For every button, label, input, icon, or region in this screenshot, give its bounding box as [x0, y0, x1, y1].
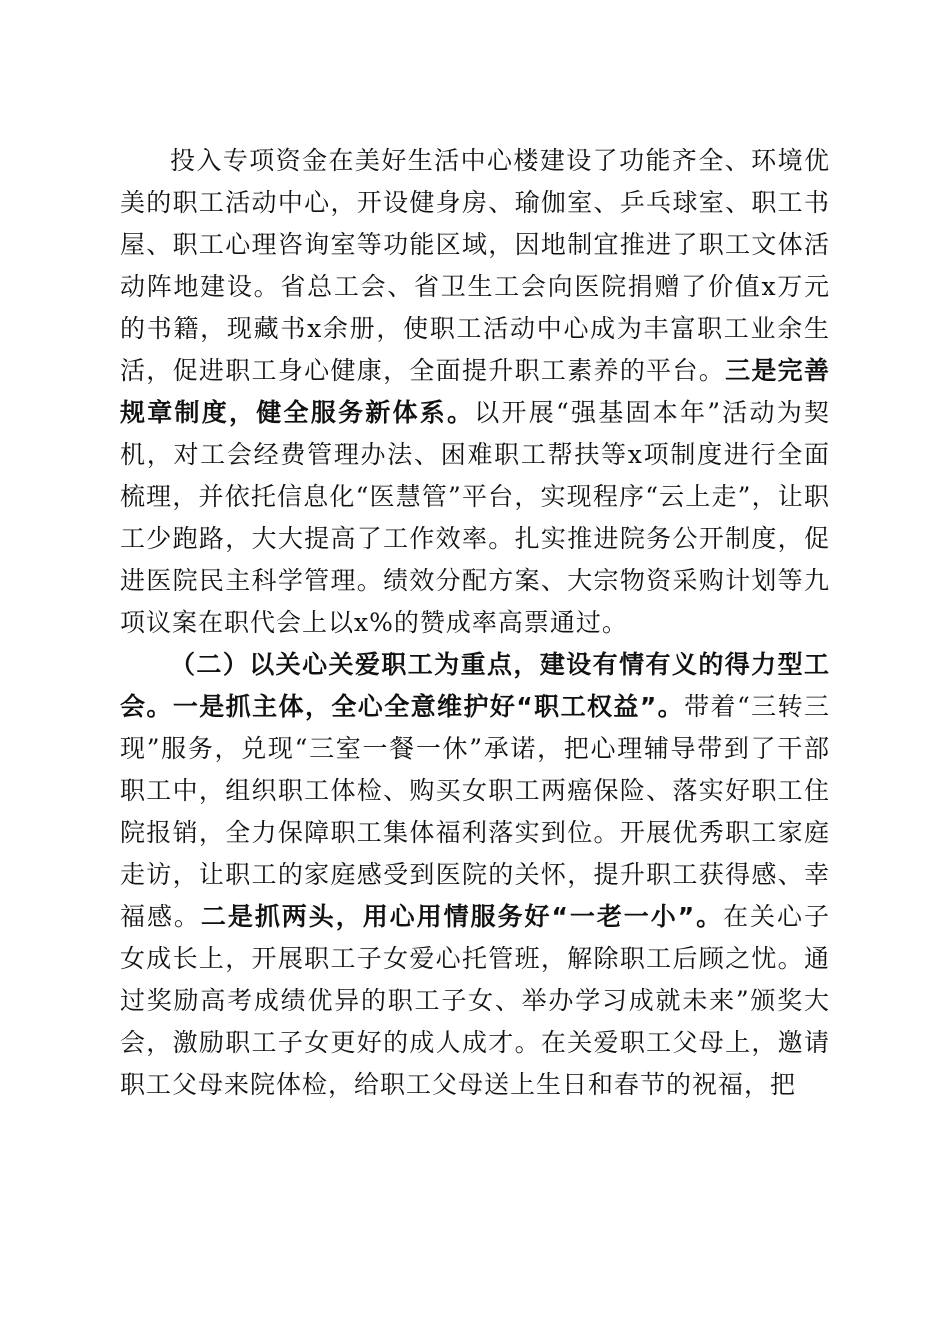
paragraph-2 — [120, 644, 830, 1106]
section-2-heading: （二）以关心关爱职工为重点，建设有情有义的得力型工会。一是抓主体，全心全意维护好“职工权益”。 — [120, 650, 830, 721]
paragraph-2-text-cont: 在关心子女成长上，开展职工子女爱心托管班，解除职工后顾之忧。通过奖励高考成绩优异的职工子女、举办学习成就未来”颁奖大会，激励职工子女更好的成人成才。在关爱职工父母上，邀请职工父母来院体检，给职工父母送上生日和春节的祝福，把 — [120, 902, 830, 1099]
paragraph-1-text-cont: 以开展“强基固本年”活动为契机，对工会经费管理办法、困难职工帮扶等x项制度进行全面梳理，并依托信息化“医慧管”平台，实现程序“云上走”，让职工少跑路，大大提高了工作效率。扎实推进院务公开制度，促进医院民主科学管理。绩效分配方案、大宗物资采购计划等九项议案在职代会上以x%的赞成率高票通过。 — [120, 398, 830, 637]
paragraph-2-text: 带着“三转三现”服务，兑现“三室一餐一休”承诺，把心理辅导带到了干部职工中，组织职工体检、购买女职工两癌保险、落实好职工住院报销，全力保障职工集体福利落实到位。开展优秀职工家庭走访，让职工的家庭感受到医院的关怀，提升职工获得感、幸福感。 — [120, 692, 830, 931]
paragraph-1 — [120, 140, 830, 644]
paragraph-1-heading-3: 三是完善规章制度，健全服务新体系。 — [120, 356, 830, 427]
paragraph-1-text: 投入专项资金在美好生活中心楼建设了功能齐全、环境优美的职工活动中心，开设健身房、瑜伽室、乒乓球室、职工书屋、职工心理咨询室等功能区域，因地制宜推进了职工文体活动阵地建设。省总工会、省卫生工会向医院捐赠了价值x万元的书籍，现藏书x余册，使职工活动中心成为丰富职工业余生活，促进职工身心健康，全面提升职工素养的平台。 — [120, 146, 830, 385]
paragraph-2-heading-2: 二是抓两头，用心用情服务好“一老一小”。 — [200, 902, 724, 931]
document-body — [120, 140, 830, 1106]
